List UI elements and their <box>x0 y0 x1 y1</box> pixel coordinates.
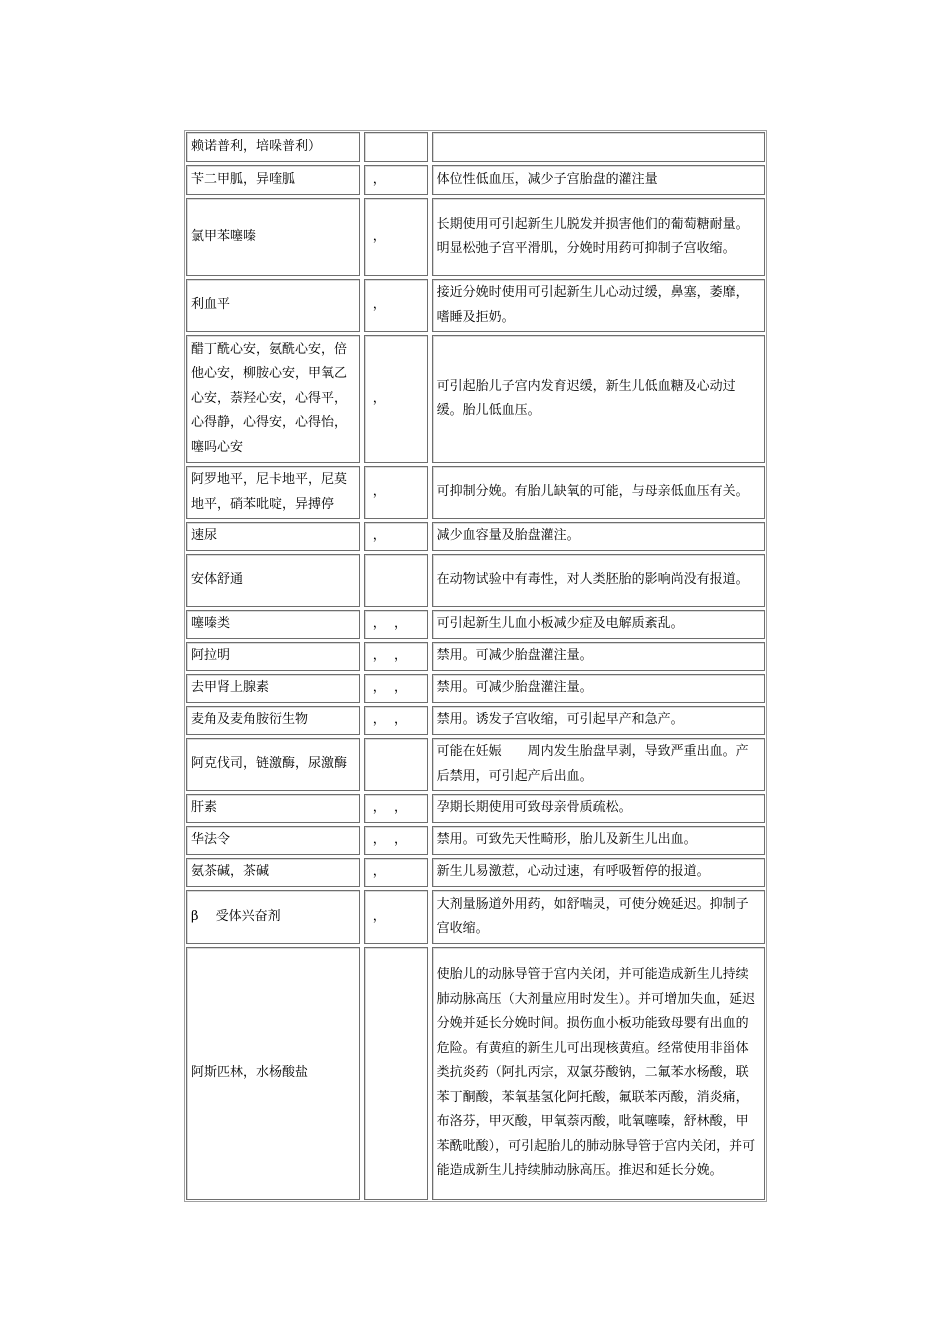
table-row <box>186 706 765 735</box>
effect-cell <box>432 132 765 162</box>
table-row <box>186 198 765 276</box>
effect-cell: 接近分娩时使用可引起新生儿心动过缓，鼻塞，萎靡，嗜睡及拒奶。 <box>432 279 765 332</box>
table-row <box>186 279 765 332</box>
drug-name-cell: 华法令 <box>186 826 360 855</box>
grade-cell <box>364 554 428 607</box>
table-row <box>186 610 765 639</box>
drug-name-cell: 麦角及麦角胺衍生物 <box>186 706 360 735</box>
grade-cell: ， ， <box>364 794 428 823</box>
effect-cell: 可引起胎儿子宫内发育迟缓，新生儿低血糖及心动过缓。胎儿低血压。 <box>432 335 765 463</box>
effect-cell: 禁用。可致先天性畸形，胎儿及新生儿出血。 <box>432 826 765 855</box>
effect-cell: 体位性低血压，减少子宫胎盘的灌注量 <box>432 165 765 195</box>
drug-name-cell: β 受体兴奋剂 <box>186 890 360 944</box>
grade-cell <box>364 132 428 162</box>
table-row <box>186 522 765 551</box>
grade-cell: ， <box>364 335 428 463</box>
grade-cell: ， <box>364 198 428 276</box>
grade-cell: ， <box>364 165 428 195</box>
effect-cell: 禁用。诱发子宫收缩，可引起早产和急产。 <box>432 706 765 735</box>
drug-name-cell: 速尿 <box>186 522 360 551</box>
table-row <box>186 738 765 791</box>
effect-cell: 孕期长期使用可致母亲骨质疏松。 <box>432 794 765 823</box>
effect-cell: 可抑制分娩。有胎儿缺氧的可能，与母亲低血压有关。 <box>432 466 765 519</box>
drug-name-cell: 噻嗪类 <box>186 610 360 639</box>
drug-name-cell: 醋丁酰心安，氨酰心安，倍他心安，柳胺心安，甲氧乙心安，萘羟心安，心得平，心得静，心得安，心得怡，噻吗心安 <box>186 335 360 463</box>
grade-cell: ， ， <box>364 642 428 671</box>
table-row <box>186 554 765 607</box>
table-row <box>186 642 765 671</box>
table-row <box>186 674 765 703</box>
table-row <box>186 890 765 944</box>
table-row <box>186 165 765 195</box>
drug-name-cell: 利血平 <box>186 279 360 332</box>
drug-name-cell: 阿斯匹林，水杨酸盐 <box>186 947 360 1200</box>
effect-cell: 在动物试验中有毒性，对人类胚胎的影响尚没有报道。 <box>432 554 765 607</box>
grade-cell: ， ， <box>364 674 428 703</box>
effect-cell: 减少血容量及胎盘灌注。 <box>432 522 765 551</box>
effect-cell: 大剂量肠道外用药，如舒喘灵，可使分娩延迟。抑制子宫收缩。 <box>432 890 765 944</box>
drug-pregnancy-table <box>184 130 767 1202</box>
grade-cell <box>364 947 428 1200</box>
drug-name-cell: 赖诺普利，培哚普利） <box>186 132 360 162</box>
grade-cell: ， ， <box>364 610 428 639</box>
grade-cell: ， <box>364 466 428 519</box>
table-row <box>186 826 765 855</box>
grade-cell: ， <box>364 279 428 332</box>
table-row <box>186 132 765 162</box>
effect-cell: 可能在妊娠 周内发生胎盘早剥，导致严重出血。产后禁用，可引起产后出血。 <box>432 738 765 791</box>
drug-name-cell: 阿克伐司，链激酶，尿激酶 <box>186 738 360 791</box>
table-row <box>186 794 765 823</box>
drug-name-cell: 氯甲苯噻嗪 <box>186 198 360 276</box>
drug-name-cell: 安体舒通 <box>186 554 360 607</box>
grade-cell: ， <box>364 890 428 944</box>
effect-cell: 长期使用可引起新生儿脱发并损害他们的葡萄糖耐量。明显松弛子宫平滑肌，分娩时用药可抑制子宫收缩。 <box>432 198 765 276</box>
drug-name-cell: 阿罗地平，尼卡地平，尼莫地平，硝苯吡啶，异搏停 <box>186 466 360 519</box>
effect-cell: 禁用。可减少胎盘灌注量。 <box>432 642 765 671</box>
grade-cell: ， <box>364 522 428 551</box>
table-row <box>186 947 765 1200</box>
drug-name-cell: 苄二甲胍，异喹胍 <box>186 165 360 195</box>
grade-cell: ， ， <box>364 826 428 855</box>
table-row <box>186 335 765 463</box>
drug-name-cell: 氨茶碱，茶碱 <box>186 858 360 887</box>
table-row <box>186 466 765 519</box>
drug-name-cell: 阿拉明 <box>186 642 360 671</box>
drug-name-cell: 去甲肾上腺素 <box>186 674 360 703</box>
effect-cell: 禁用。可减少胎盘灌注量。 <box>432 674 765 703</box>
grade-cell: ， ， <box>364 706 428 735</box>
effect-cell: 可引起新生儿血小板减少症及电解质紊乱。 <box>432 610 765 639</box>
table-row <box>186 858 765 887</box>
grade-cell <box>364 738 428 791</box>
drug-name-cell: 肝素 <box>186 794 360 823</box>
effect-cell: 新生儿易激惹，心动过速，有呼吸暂停的报道。 <box>432 858 765 887</box>
grade-cell: ， <box>364 858 428 887</box>
effect-cell: 使胎儿的动脉导管于宫内关闭，并可能造成新生儿持续肺动脉高压（大剂量应用时发生）。并可增加失血，延迟分娩并延长分娩时间。损伤血小板功能致母婴有出血的危险。有黄疸的新生儿可出现核黄疸。经常使用非甾体类抗炎药（阿扎丙宗，双氯芬酸钠，二氟苯水杨酸，联苯丁酮酸，苯氧基氢化阿托酸，氟联苯丙酸，消炎痛，布洛芬，甲灭酸，甲氧萘丙酸，吡氧噻嗪，舒林酸，甲苯酰吡酸），可引起胎儿的肺动脉导管于宫内关闭，并可能造成新生儿持续肺动脉高压。推迟和延长分娩。 <box>432 947 765 1200</box>
